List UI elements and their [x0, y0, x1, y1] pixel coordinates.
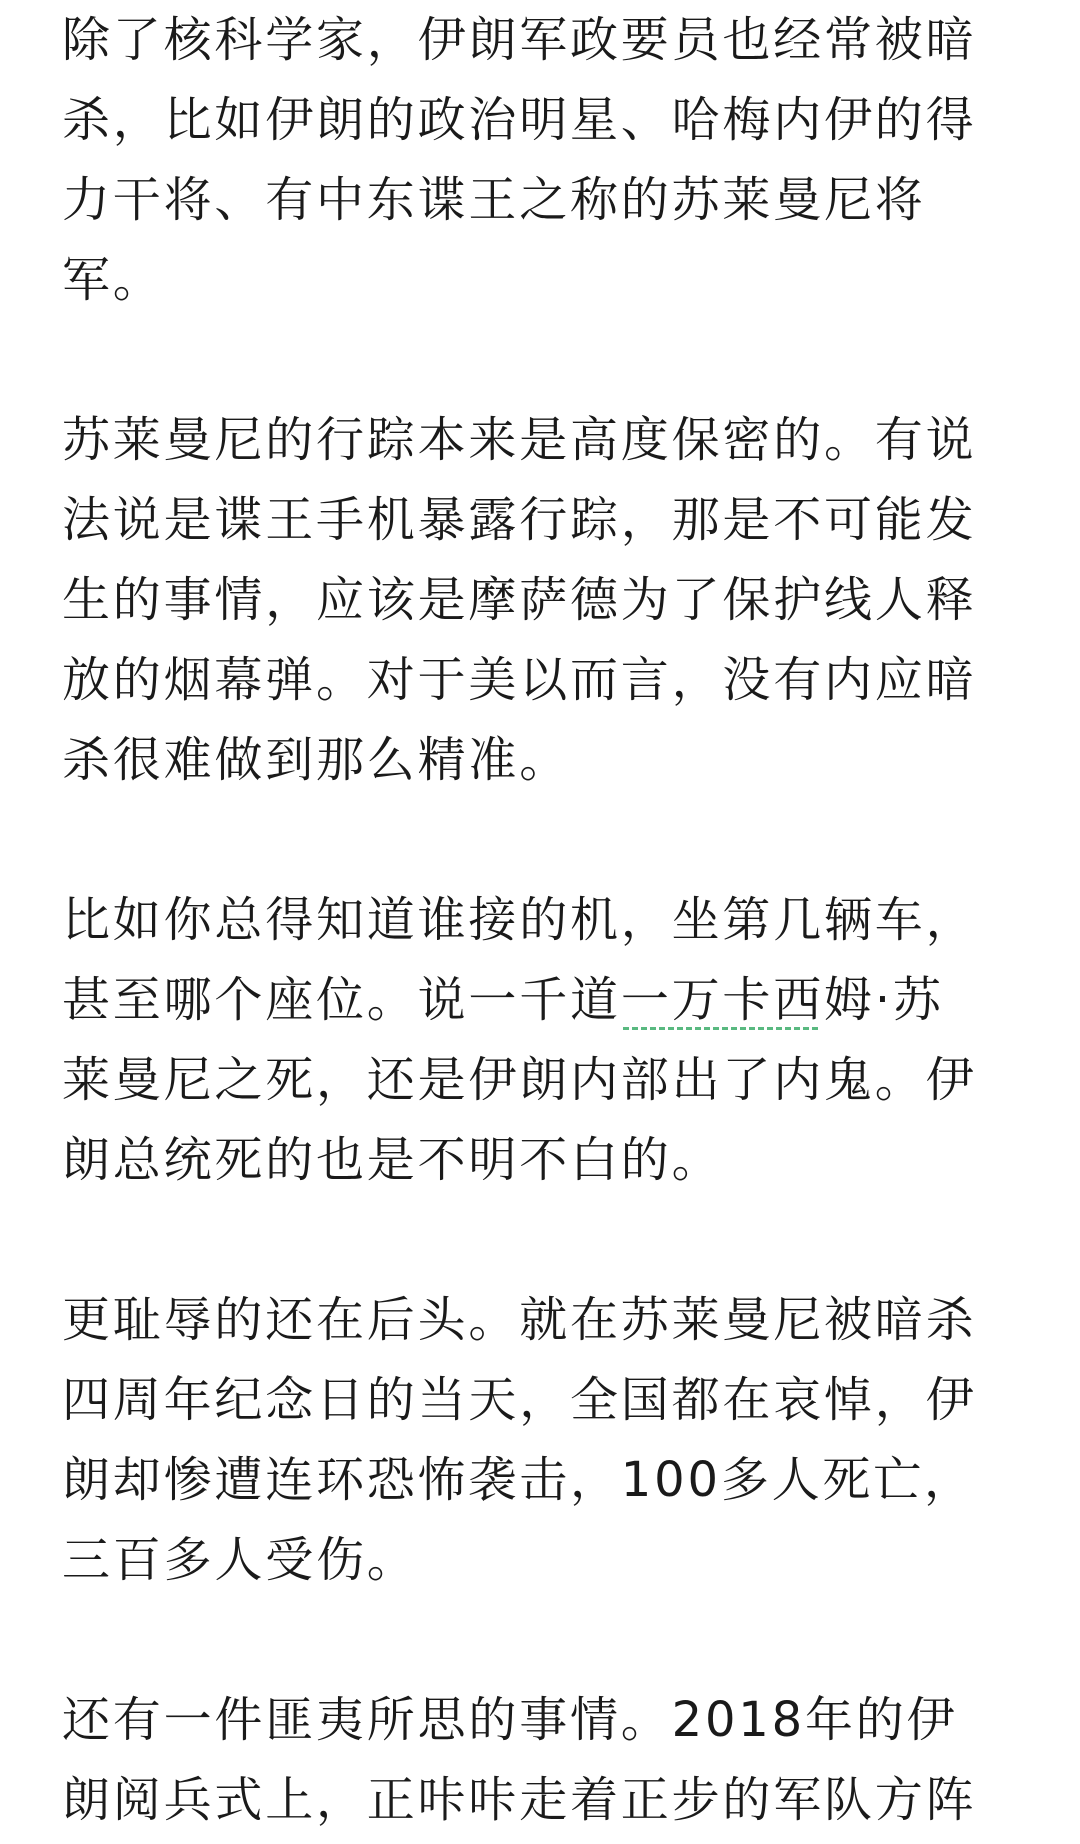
text-line: 四周年纪念日的当天，全国都在哀悼，伊: [62, 1372, 977, 1428]
text-segment: 甚至哪个座位。说一千道: [62, 972, 621, 1028]
text-line: 除了核科学家，伊朗军政要员也经常被暗: [62, 12, 977, 68]
keyword-link[interactable]: 一万卡西: [621, 960, 824, 1040]
text-line: 比如你总得知道谁接的机，坐第几辆车，: [62, 892, 977, 948]
text-line: 朗却惨遭连环恐怖袭击，100多人死亡，: [62, 1452, 975, 1508]
text-line: 三百多人受伤。: [62, 1532, 418, 1588]
text-line: [62, 960, 944, 1040]
text-line: 苏莱曼尼的行踪本来是高度保密的。有说: [62, 412, 977, 468]
text-line: 杀，比如伊朗的政治明星、哈梅内伊的得: [62, 92, 977, 148]
text-line: 法说是谍王手机暴露行踪，那是不可能发: [62, 492, 977, 548]
text-line: 朗总统死的也是不明不白的。: [62, 1132, 723, 1188]
text-line: 朗阅兵式上，正咔咔走着正步的军队方阵: [62, 1772, 977, 1828]
text-line: 更耻辱的还在后头。就在苏莱曼尼被暗杀: [62, 1292, 977, 1348]
text-line: 杀很难做到那么精准。: [62, 732, 571, 788]
text-line: 力干将、有中东谍王之称的苏莱曼尼将: [62, 172, 926, 228]
text-line: 生的事情，应该是摩萨德为了保护线人释: [62, 572, 977, 628]
text-line: 军。: [62, 252, 164, 308]
text-line: 放的烟幕弹。对于美以而言，没有内应暗: [62, 652, 977, 708]
text-line: 莱曼尼之死，还是伊朗内部出了内鬼。伊: [62, 1052, 977, 1108]
text-segment: 姆·苏: [824, 972, 944, 1028]
text-line: 还有一件匪夷所思的事情。2018年的伊: [62, 1692, 958, 1748]
